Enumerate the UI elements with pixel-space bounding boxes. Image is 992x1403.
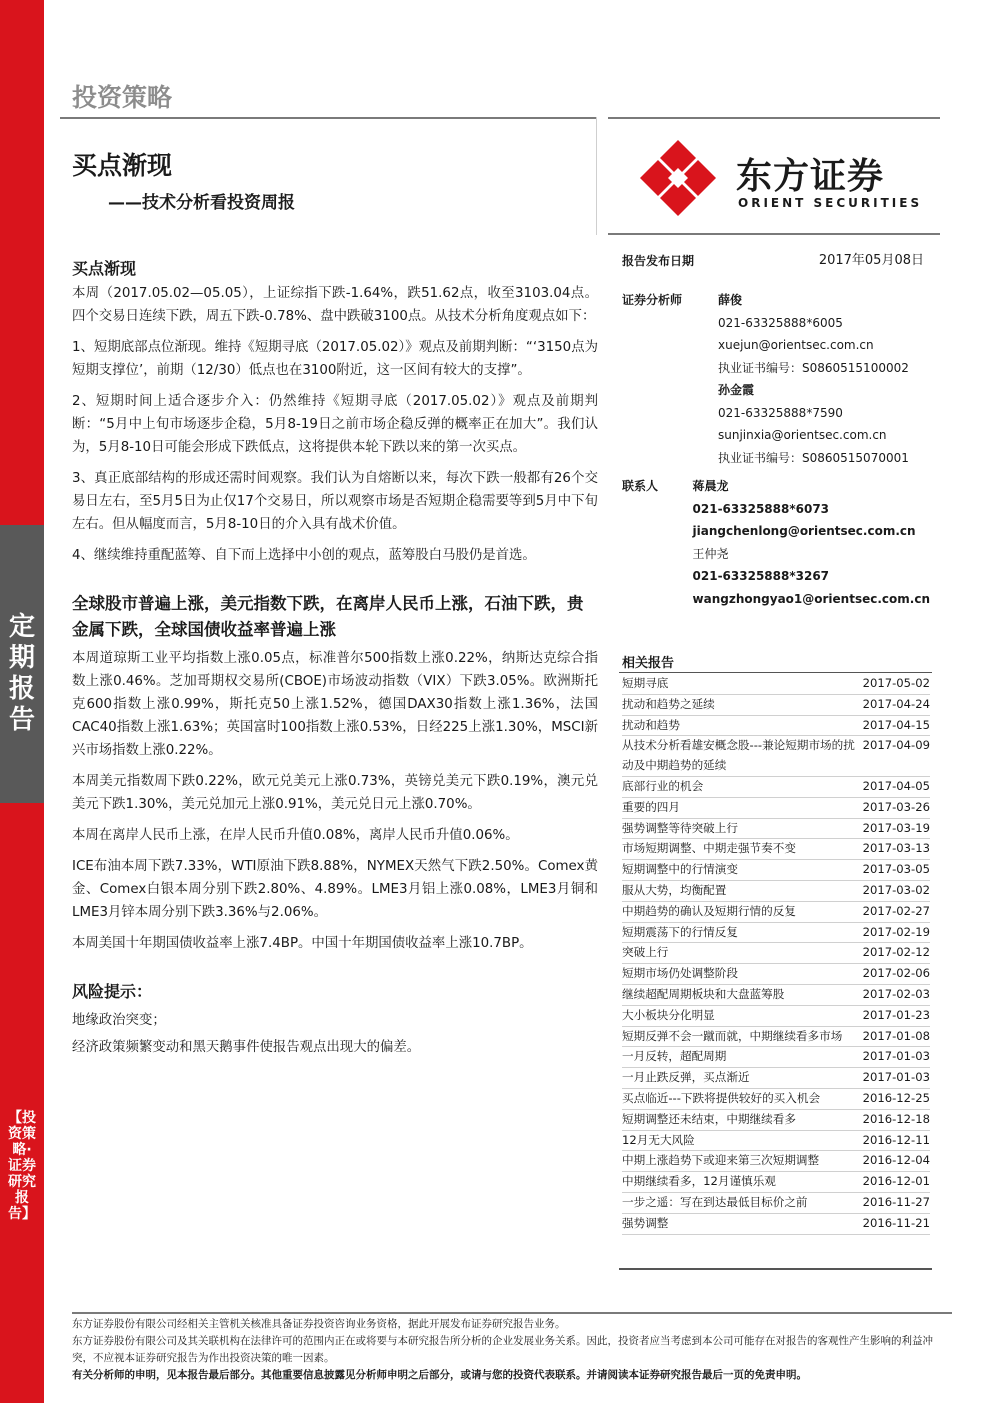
related-report-title: 一步之遥：写在到达最低目标价之前 [622,1194,808,1209]
related-report-title: 中期趋势的确认及短期行情的反复 [622,903,796,918]
related-report-item[interactable] [622,736,930,777]
analyst-phone: 021-63325888*6005 [718,315,843,330]
related-report-item[interactable] [622,674,930,695]
analyst-label: 证券分析师 [622,293,683,307]
related-report-title: 强势调整 [622,1215,669,1230]
disclaimer-line: 东方证券股份有限公司及其关联机构在法律许可的范围内正在或将要与本研究报告所分析的企业发展业务关系。因此，投资者应当考虑到本公司可能存在对报告的客观性产生影响的利益冲突，不应视本证券研究报告为作出投资决策的唯一因素。 [72,1335,933,1364]
related-report-date: 2016-12-18 [862,1111,930,1126]
related-report-title: 大小板块分化明显 [622,1007,715,1022]
related-report-date: 2017-03-05 [862,862,930,877]
related-report-title: 中期继续看多，12月谨慎乐观 [622,1174,776,1189]
paragraph: ICE布油本周下跌7.33%，WTI原油下跌8.88%，NYMEX天然气下跌2.50%。Comex黄金、Comex白银本周分别下跌2.80%、4.89%。LME3月铝上涨0.08%，LME3月铜和LME3月锌本周分别下跌3.36%与2.06%。 [72,859,598,920]
related-report-date: 2017-02-19 [862,924,930,939]
paragraph: 本周美元指数周下跌0.22%，欧元兑美元上涨0.73%，英镑兑美元下跌0.19%，澳元兑美元下跌1.30%，美元兑加元上涨0.91%，美元兑日元上涨0.70%。 [72,774,598,812]
report-category: 投资策略 [72,83,173,112]
related-report-item[interactable] [622,1027,930,1048]
related-report-title: 短期寻底 [622,676,669,690]
date-value: 2017年05月08日 [818,253,924,268]
header-rule-right [608,117,940,119]
related-report-date: 2017-04-15 [862,717,930,732]
company-name-cn: 东方证券 [736,156,885,197]
related-report-title: 服从大势，均衡配置 [622,882,727,897]
related-reports-rule [619,672,932,673]
related-report-date: 2016-11-21 [862,1215,930,1230]
main-content [72,256,598,1059]
side-vertical-label: 定期报告 [8,612,35,735]
related-report-item[interactable] [622,1172,930,1193]
paragraph: 本周在离岸人民币上涨，在岸人民币升值0.08%，离岸人民币升值0.06%。 [72,828,519,843]
company-logo-icon [638,138,718,218]
related-report-item[interactable] [622,695,930,716]
paragraph: 经济政策频繁变动和黑天鹅事件使报告观点出现大的偏差。 [72,1040,421,1055]
related-report-title: 一月止跌反弹，买点渐近 [622,1070,750,1085]
report-title: 买点渐现 [72,151,173,180]
related-report-date: 2017-02-06 [862,966,930,981]
related-report-date: 2017-02-12 [862,945,930,960]
related-report-item[interactable] [622,964,930,985]
related-report-date: 2017-05-02 [862,676,930,690]
related-report-date: 2017-02-27 [862,903,930,918]
analyst-cert: 执业证书编号：S0860515100002 [718,360,909,375]
related-report-item[interactable] [622,1047,930,1068]
related-report-title: 重要的四月 [622,799,680,814]
related-report-item[interactable] [622,1006,930,1027]
related-report-title: 一月反转，超配周期 [622,1049,727,1064]
related-report-title: 继续超配周期板块和大盘蓝筹股 [622,986,785,1001]
related-report-item[interactable] [622,1110,930,1131]
disclaimer-line: 有关分析师的申明，见本报告最后部分。其他重要信息披露见分析师申明之后部分，或请与您的投资代表联系。并请阅读本证券研究报告最后一页的免责申明。 [72,1369,807,1381]
contact-phone: 021-63325888*3267 [692,569,830,583]
related-report-date: 2017-03-13 [862,841,930,856]
related-report-item[interactable] [622,1193,930,1214]
related-report-item[interactable] [622,1089,930,1110]
header-rule [60,117,596,119]
related-report-item[interactable] [622,716,930,737]
related-reports-title: 相关报告 [622,656,675,671]
analyst-email[interactable]: xuejun@orientsec.com.cn [718,338,874,352]
paragraph: 本周道琼斯工业平均指数上涨0.05点，标准普尔500指数上涨0.22%，纳斯达克综合指数上涨0.46%。芝加哥期权交易所(CBOE)市场波动指数（VIX）下跌3.05%。欧洲斯托克600指数上涨0.99%，斯托克50上涨1.52%，德国DAX30指数上涨1.36%，法国CAC40指数上涨1.63%；英国富时100指数上涨0.53%，日经225上涨1.30%，MSCI新兴市场指数上涨0.22%。 [72,651,598,758]
related-report-title: 市场短期调整、中期走强节奏不变 [622,841,796,856]
paragraph: 3、真正底部结构的形成还需时间观察。我们认为自熔断以来，每次下跌一般都有26个交易日左右，至5月5日为止仅17个交易日，所以观察市场是否短期企稳需要等到5月中下旬左右。但从幅度而言，5月8-10日的介入具有战术价值。 [72,471,598,532]
related-report-date: 2016-11-27 [862,1194,930,1209]
disclaimer-line: 东方证券股份有限公司经相关主管机关核准具备证券投资咨询业务资格，据此开展发布证券研究报告业务。 [72,1318,566,1330]
related-report-item[interactable] [622,881,930,902]
related-reports-bottom-rule [619,1268,932,1270]
related-report-date: 2016-12-01 [862,1174,930,1189]
related-report-date: 2017-03-19 [862,820,930,835]
related-report-item[interactable] [622,1151,930,1172]
section-heading: 买点渐现 [72,259,137,278]
paragraph: 2、短期时间上适合逐步介入：仍然维持《短期寻底（2017.05.02）》观点及前期判断：“5月中上旬市场逐步企稳，5月8-19日之前市场企稳反弹的概率正在加大”。我们认为，5月8-10日可能会形成下跌低点，这将提供本轮下跌以来的第一次买点。 [72,394,598,455]
paragraph: 本周美国十年期国债收益率上涨7.4BP。中国十年期国债收益率上涨10.7BP。 [72,936,533,951]
related-report-title: 扰动和趋势 [622,717,680,732]
related-report-item[interactable] [622,943,930,964]
section-heading: 全球股市普遍上涨，美元指数下跌，在离岸人民币上涨，石油下跌，贵金属下跌，全球国债收益率普遍上涨 [72,594,584,639]
related-report-title: 短期震荡下的行情反复 [622,924,738,939]
related-report-title: 突破上行 [622,945,669,960]
risk-heading: 风险提示： [72,982,153,1001]
related-report-item[interactable] [622,798,930,819]
analyst-cert: 执业证书编号：S0860515070001 [718,450,909,465]
paragraph: 地缘政治突变； [72,1013,166,1028]
contact-name: 王仲尧 [692,546,729,561]
related-report-date: 2016-12-25 [862,1090,930,1105]
disclaimer [72,1316,952,1384]
related-report-title: 短期反弹不会一蹴而就，中期继续看多市场 [622,1028,843,1043]
paragraph: 4、继续维持重配蓝筹、自下而上选择中小创的观点，蓝筹股白马股仍是首选。 [72,548,536,563]
side-vertical-small-label: 【投资策略·证券研究报告】 [8,1110,36,1222]
related-report-item[interactable] [622,777,930,798]
related-report-item[interactable] [622,1214,930,1235]
related-report-item[interactable] [622,819,930,840]
related-report-date: 2017-03-02 [862,882,930,897]
related-report-title: 短期调整还未结束，中期继续看多 [622,1111,796,1126]
related-report-date: 2017-01-23 [862,1007,930,1022]
related-report-date: 2017-01-03 [862,1049,930,1064]
contact-label: 联系人 [622,479,659,493]
footer-rule [72,1312,952,1314]
related-report-title: 短期调整中的行情演变 [622,862,738,877]
logo-rule [608,233,940,235]
related-report-item[interactable] [622,902,930,923]
report-subtitle: ——技术分析看投资周报 [108,193,295,213]
paragraph: 本周（2017.05.02—05.05），上证综指下跌-1.64%，跌51.62点，收至3103.04点。四个交易日连续下跌，周五下跌-0.78%、盘中跌破3100点。从技术分析角度观点如下： [72,286,598,324]
related-report-date: 2017-01-03 [862,1070,930,1085]
related-report-title: 从技术分析看雄安概念股---兼论短期市场的扰动及中期趋势的延续 [622,738,855,773]
related-report-item[interactable] [622,923,930,944]
related-report-title: 12月无大风险 [622,1132,695,1147]
related-report-title: 底部行业的机会 [622,778,704,793]
related-report-item[interactable] [622,839,930,860]
contact-email[interactable]: jiangchenlong@orientsec.com.cn [692,524,916,538]
company-name-en: ORIENT SECURITIES [738,196,923,210]
contact-email[interactable]: wangzhongyao1@orientsec.com.cn [692,591,930,606]
analyst-phone: 021-63325888*7590 [718,405,843,420]
related-report-date: 2016-12-11 [862,1132,930,1147]
related-report-title: 买点临近---下跌将提供较好的买入机会 [622,1090,821,1105]
related-report-date: 2017-04-24 [862,696,930,711]
related-report-item[interactable] [622,985,930,1006]
related-reports-list [622,674,930,1235]
paragraph: 1、短期底部点位渐现。维持《短期寻底（2017.05.02）》观点及前期判断：“‘3150点为短期支撑位’，前期（12/30）低点也在3100附近，这一区间有较大的支撑”。 [72,340,598,378]
date-label: 报告发布日期 [622,254,695,268]
related-report-title: 短期市场仍处调整阶段 [622,966,738,981]
related-report-item[interactable] [622,1131,930,1152]
related-report-date: 2017-01-08 [862,1028,930,1043]
report-info-panel [622,247,930,610]
related-report-item[interactable] [622,1068,930,1089]
related-report-date: 2017-02-03 [862,986,930,1001]
related-report-date: 2017-03-26 [862,799,930,814]
analyst-name: 薛俊 [718,293,743,307]
related-report-date: 2017-04-09 [862,738,930,753]
related-report-item[interactable] [622,860,930,881]
analyst-email[interactable]: sunjinxia@orientsec.com.cn [718,428,887,442]
related-report-date: 2016-12-04 [862,1153,930,1168]
analyst-name: 孙金霞 [718,383,755,397]
related-report-title: 扰动和趋势之延续 [622,696,715,711]
related-report-date: 2017-04-05 [862,778,930,793]
related-report-title: 强势调整等待突破上行 [622,820,738,835]
related-report-title: 中期上涨趋势下或迎来第三次短期调整 [622,1153,820,1168]
contact-phone: 021-63325888*6073 [692,501,830,516]
header-divider [596,117,597,235]
contact-name: 蒋晨龙 [692,479,729,493]
